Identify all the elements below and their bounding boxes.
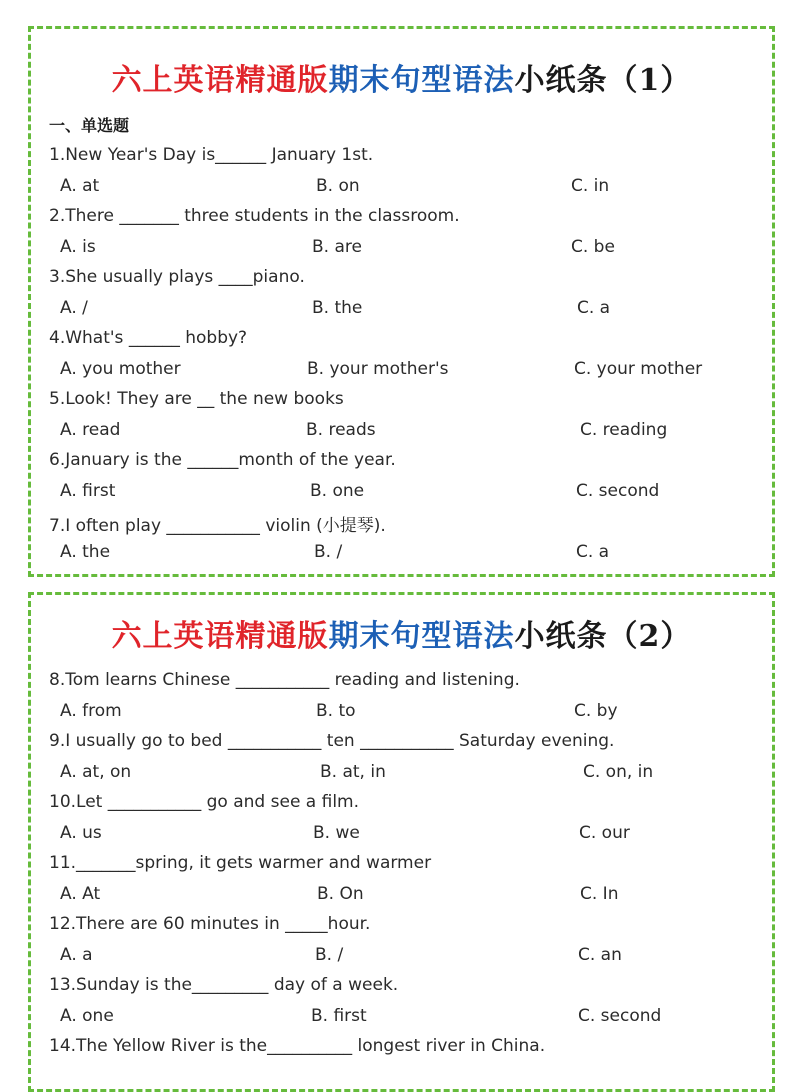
question-text: 3.She usually plays ____piano. xyxy=(49,267,305,287)
option-a: A. first xyxy=(60,481,116,501)
question-text: 12.There are 60 minutes in _____hour. xyxy=(49,914,371,934)
option-a: A. us xyxy=(60,823,102,843)
question-text: 2.There _______ three students in the classroom. xyxy=(49,206,460,226)
worksheet-card-1 xyxy=(28,26,775,577)
option-b: B. / xyxy=(314,542,343,562)
option-b: B. to xyxy=(316,701,356,721)
option-a: A. the xyxy=(60,542,111,562)
section-heading: 一、单选题 xyxy=(49,116,130,135)
option-a: A. from xyxy=(60,701,122,721)
option-c: C. a xyxy=(577,298,611,318)
option-c: C. an xyxy=(578,945,622,965)
option-a: A. at xyxy=(60,176,100,196)
option-a: A. at, on xyxy=(60,762,132,782)
option-a: A. one xyxy=(60,1006,114,1026)
option-b: B. reads xyxy=(306,420,376,440)
option-c: C. our xyxy=(579,823,630,843)
option-c: C. on, in xyxy=(583,762,654,782)
option-a: A. is xyxy=(60,237,96,257)
worksheet-title-1 xyxy=(31,55,772,99)
option-b: B. one xyxy=(310,481,365,501)
question-text: 9.I usually go to bed ___________ ten ___________ Saturday evening. xyxy=(49,731,615,751)
question-text: 6.January is the ______month of the year. xyxy=(49,450,396,470)
option-b: B. at, in xyxy=(320,762,386,782)
question-text: 8.Tom learns Chinese ___________ reading and listening. xyxy=(49,670,520,690)
question-text: 4.What's ______ hobby? xyxy=(49,328,248,348)
option-b: B. we xyxy=(313,823,360,843)
option-b: B. first xyxy=(311,1006,367,1026)
option-c: C. by xyxy=(574,701,618,721)
option-c: C. second xyxy=(578,1006,662,1026)
title-part-blue: 期末句型语法 xyxy=(328,619,515,654)
title-part-red: 六上英语精通版 xyxy=(111,619,329,654)
title-part-black: 小纸条（1） xyxy=(514,63,692,98)
option-c: C. be xyxy=(571,237,615,257)
question-text: 7.I often play ___________ violin (小提琴). xyxy=(49,516,386,536)
question-text: 14.The Yellow River is the__________ longest river in China. xyxy=(49,1036,546,1056)
option-b: B. / xyxy=(315,945,344,965)
option-c: C. your mother xyxy=(574,359,703,379)
option-c: C. in xyxy=(571,176,610,196)
worksheet-card-2 xyxy=(28,592,775,1092)
option-a: A. you mother xyxy=(60,359,181,379)
question-text: 5.Look! They are __ the new books xyxy=(49,389,344,409)
option-b: B. On xyxy=(317,884,364,904)
option-c: C. reading xyxy=(580,420,668,440)
option-c: C. In xyxy=(580,884,619,904)
question-text: 1.New Year's Day is______ January 1st. xyxy=(49,145,374,165)
option-c: C. second xyxy=(576,481,660,501)
title-part-red: 六上英语精通版 xyxy=(111,63,329,98)
option-a: A. read xyxy=(60,420,121,440)
option-b: B. your mother's xyxy=(307,359,449,379)
option-b: B. the xyxy=(312,298,363,318)
worksheet-title-2 xyxy=(31,611,772,655)
question-text: 10.Let ___________ go and see a film. xyxy=(49,792,360,812)
question-text: 13.Sunday is the_________ day of a week. xyxy=(49,975,399,995)
option-a: A. At xyxy=(60,884,101,904)
option-a: A. a xyxy=(60,945,93,965)
option-c: C. a xyxy=(576,542,610,562)
option-b: B. on xyxy=(316,176,360,196)
title-part-blue: 期末句型语法 xyxy=(328,63,515,98)
option-a: A. / xyxy=(60,298,88,318)
title-part-black: 小纸条（2） xyxy=(514,619,692,654)
option-b: B. are xyxy=(312,237,362,257)
question-text: 11._______spring, it gets warmer and warmer xyxy=(49,853,432,873)
